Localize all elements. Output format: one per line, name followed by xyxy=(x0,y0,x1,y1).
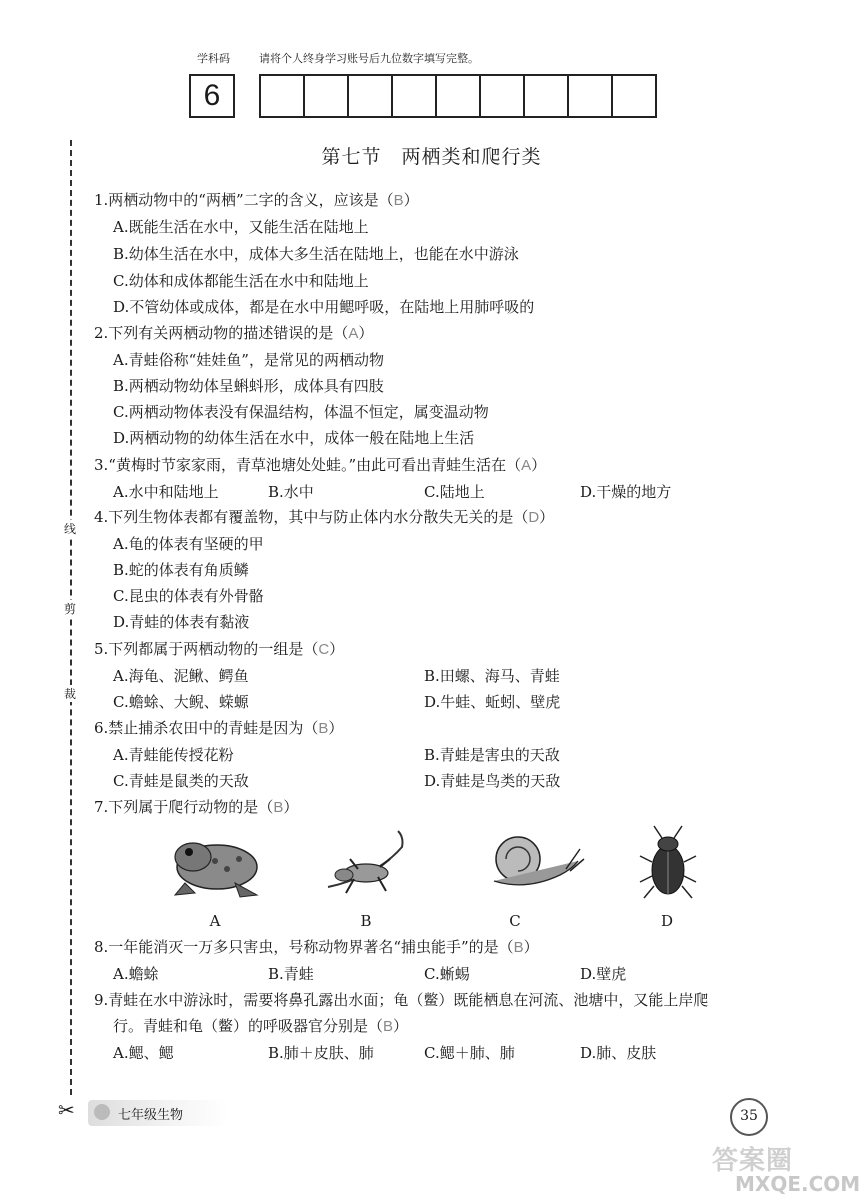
digit-box[interactable] xyxy=(523,74,569,118)
account-instruction: 请将个人终身学习账号后九位数字填写完整。 xyxy=(259,52,479,65)
option: A.青蛙俗称“娃娃鱼”，是常见的两栖动物 xyxy=(113,351,384,369)
option: B.水中 xyxy=(268,483,314,501)
answer: B xyxy=(513,939,524,956)
question-9-continued: 行。青蛙和龟（鳖）的呼吸器官分别是（B） xyxy=(113,1017,409,1035)
option: B.青蛙 xyxy=(268,965,314,983)
question-3: 3.“黄梅时节家家雨，青草池塘处处蛙。”由此可看出青蛙生活在（A） xyxy=(94,456,547,474)
option: A.蟾蜍 xyxy=(113,965,159,983)
option: D.青蛙是鸟类的天敌 xyxy=(424,772,561,790)
cut-label-line: 线 xyxy=(60,520,80,537)
scissors-icon: ✂ xyxy=(58,1098,75,1122)
option: B.青蛙是害虫的天敌 xyxy=(424,746,560,764)
account-digit-boxes xyxy=(259,74,655,118)
option: D.肺、皮肤 xyxy=(580,1044,657,1062)
section-title xyxy=(0,142,863,169)
option: A.青蛙能传授花粉 xyxy=(113,746,234,764)
option: D.牛蛙、蚯蚓、壁虎 xyxy=(424,693,561,711)
snail-illustration xyxy=(476,825,586,900)
section-name: 两栖类和爬行类 xyxy=(401,146,542,168)
option: C.蜥蜴 xyxy=(424,965,470,983)
digit-box[interactable] xyxy=(391,74,437,118)
subject-code-label: 学科码 xyxy=(197,52,230,65)
subject-code-box[interactable]: 6 xyxy=(189,74,235,118)
book-icon xyxy=(94,1104,110,1120)
question-8: 8.一年能消灭一万多只害虫，号称动物界著名“捕虫能手”的是（B） xyxy=(94,938,539,956)
option: D.干燥的地方 xyxy=(580,483,672,501)
option: A.水中和陆地上 xyxy=(113,483,219,501)
cut-label-trim: 裁 xyxy=(60,685,80,702)
question-1: 1.两栖动物中的“两栖”二字的含义，应该是（B） xyxy=(94,191,419,209)
option: D.不管幼体或成体，都是在水中用鳃呼吸，在陆地上用肺呼吸的 xyxy=(113,298,535,316)
image-label-c: C xyxy=(509,912,521,930)
question-4: 4.下列生物体表都有覆盖物，其中与防止体内水分散失无关的是（D） xyxy=(94,508,555,526)
option: C.幼体和成体都能生活在水中和陆地上 xyxy=(113,272,369,290)
option: C.昆虫的体表有外骨骼 xyxy=(113,587,264,605)
answer: C xyxy=(318,641,330,658)
answer: B xyxy=(273,799,284,816)
option: D.壁虎 xyxy=(580,965,627,983)
digit-box[interactable] xyxy=(479,74,525,118)
option: C.陆地上 xyxy=(424,483,485,501)
option: C.青蛙是鼠类的天敌 xyxy=(113,772,249,790)
answer: B xyxy=(393,192,404,209)
digit-box[interactable] xyxy=(611,74,657,118)
option: B.田螺、海马、青蛙 xyxy=(424,667,560,685)
digit-box[interactable] xyxy=(303,74,349,118)
page-number: 35 xyxy=(730,1098,768,1136)
cut-line xyxy=(70,140,72,1095)
option: D.青蛙的体表有黏液 xyxy=(113,613,250,631)
image-label-a: A xyxy=(209,912,221,930)
lizard-illustration xyxy=(318,825,418,900)
digit-box[interactable] xyxy=(435,74,481,118)
question-7: 7.下列属于爬行动物的是（B） xyxy=(94,798,299,816)
option: C.蟾蜍、大鲵、蝾螈 xyxy=(113,693,249,711)
option: B.蛇的体表有角质鳞 xyxy=(113,561,249,579)
cut-label-cut: 剪 xyxy=(60,600,80,617)
answer: D xyxy=(528,509,540,526)
answer: B xyxy=(383,1018,394,1035)
option: B.两栖动物幼体呈蝌蚪形，成体具有四肢 xyxy=(113,377,384,395)
question-2: 2.下列有关两栖动物的描述错误的是（A） xyxy=(94,324,374,342)
question-6: 6.禁止捕杀农田中的青蛙是因为（B） xyxy=(94,719,344,737)
option: C.两栖动物体表没有保温结构，体温不恒定，属变温动物 xyxy=(113,403,489,421)
question-9: 9.青蛙在水中游泳时，需要将鼻孔露出水面；龟（鳖）既能栖息在河流、池塘中，又能上岸爬 xyxy=(94,991,709,1009)
answer: A xyxy=(348,325,359,342)
option: D.两栖动物的幼体生活在水中，成体一般在陆地上生活 xyxy=(113,429,475,447)
option: B.幼体生活在水中，成体大多生活在陆地上，也能在水中游泳 xyxy=(113,245,519,263)
digit-box[interactable] xyxy=(347,74,393,118)
option: B.肺＋皮肤、肺 xyxy=(268,1044,374,1062)
option: C.鳃＋肺、肺 xyxy=(424,1044,515,1062)
footer-book-title: 七年级生物 xyxy=(118,1108,184,1123)
digit-box[interactable] xyxy=(259,74,305,118)
question-5: 5.下列都属于两栖动物的一组是（C） xyxy=(94,640,345,658)
answer: B xyxy=(318,720,329,737)
image-label-d: D xyxy=(660,912,674,930)
watermark-url: MXQE.COM xyxy=(735,1172,861,1196)
option: A.海龟、泥鳅、鳄鱼 xyxy=(113,667,249,685)
beetle-illustration xyxy=(638,822,698,902)
watermark-logo: 答案圈 xyxy=(712,1146,794,1176)
answer: A xyxy=(521,457,532,474)
option: A.鳃、鳃 xyxy=(113,1044,174,1062)
toad-illustration xyxy=(165,825,265,900)
image-label-b: B xyxy=(360,912,372,930)
option: A.既能生活在水中，又能生活在陆地上 xyxy=(113,218,369,236)
section-number: 第七节 xyxy=(321,146,382,168)
option: A.龟的体表有坚硬的甲 xyxy=(113,535,264,553)
digit-box[interactable] xyxy=(567,74,613,118)
